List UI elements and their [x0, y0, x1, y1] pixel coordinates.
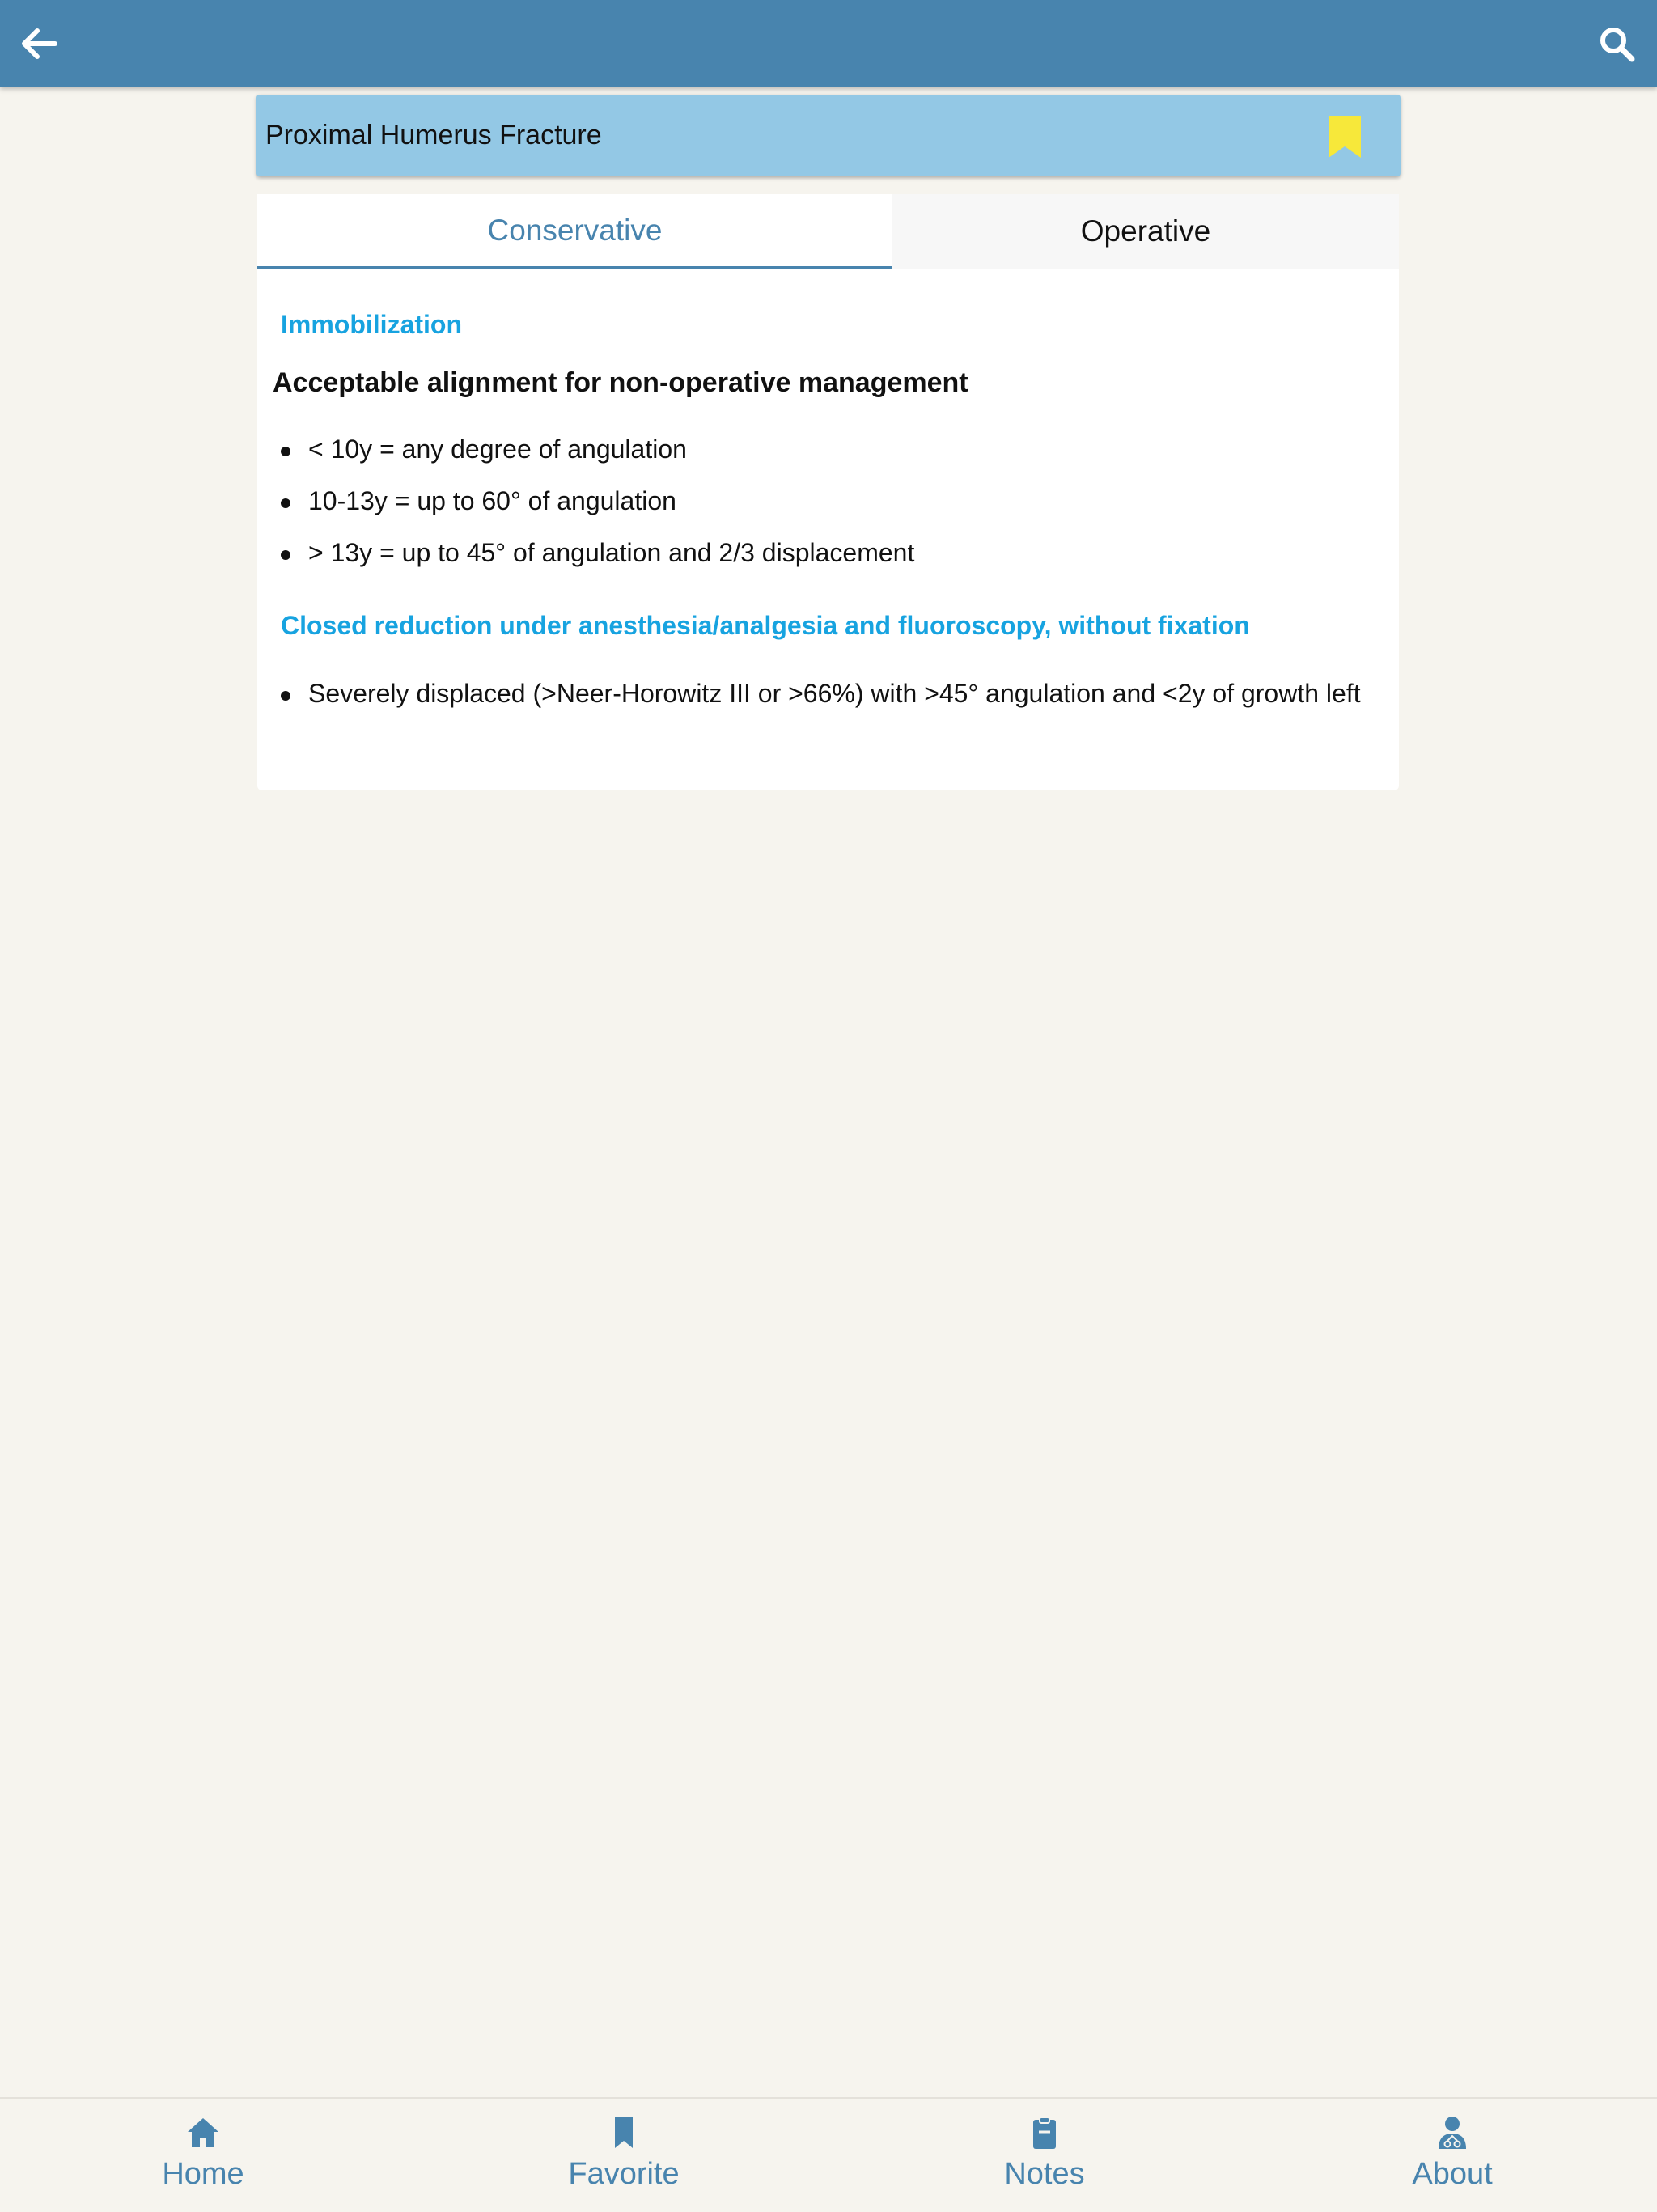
doctor-icon	[1435, 2115, 1470, 2151]
tab-bar	[257, 194, 1399, 269]
arrow-left-icon	[19, 28, 58, 60]
nav-favorite[interactable]	[543, 2099, 705, 2212]
nav-label-notes: Notes	[1004, 2157, 1085, 2191]
back-button[interactable]	[13, 18, 65, 70]
nav-label-about: About	[1412, 2157, 1493, 2191]
nav-home[interactable]	[122, 2099, 284, 2212]
nav-about[interactable]	[1371, 2099, 1533, 2212]
subheading-alignment: Acceptable alignment for non-operative management	[273, 367, 968, 398]
tab-operative[interactable]: Operative	[892, 194, 1399, 269]
bottom-navigation	[0, 2097, 1657, 2210]
nav-notes[interactable]	[964, 2099, 1125, 2212]
home-icon	[185, 2115, 221, 2151]
search-icon	[1597, 24, 1636, 63]
bullet-dot	[281, 447, 290, 456]
nav-label-home: Home	[162, 2157, 244, 2191]
clipboard-icon	[1027, 2115, 1062, 2151]
section-heading: Immobilization	[281, 310, 462, 339]
page-title: Proximal Humerus Fracture	[265, 120, 602, 150]
bullet-dot	[281, 691, 290, 701]
nav-label-favorite: Favorite	[568, 2157, 680, 2191]
topic-title-bar	[256, 95, 1401, 176]
top-app-bar	[0, 0, 1657, 87]
bullet-dot	[281, 498, 290, 508]
bookmark-icon	[606, 2115, 642, 2151]
tab-conservative[interactable]: Conservative	[257, 194, 892, 269]
bullet-dot	[281, 550, 290, 560]
search-button[interactable]	[1591, 18, 1642, 70]
section-heading-closed-reduction: Closed reduction under anesthesia/analgesia and fluoroscopy, without fixation	[281, 611, 1250, 640]
bookmark-icon[interactable]	[1326, 114, 1363, 159]
